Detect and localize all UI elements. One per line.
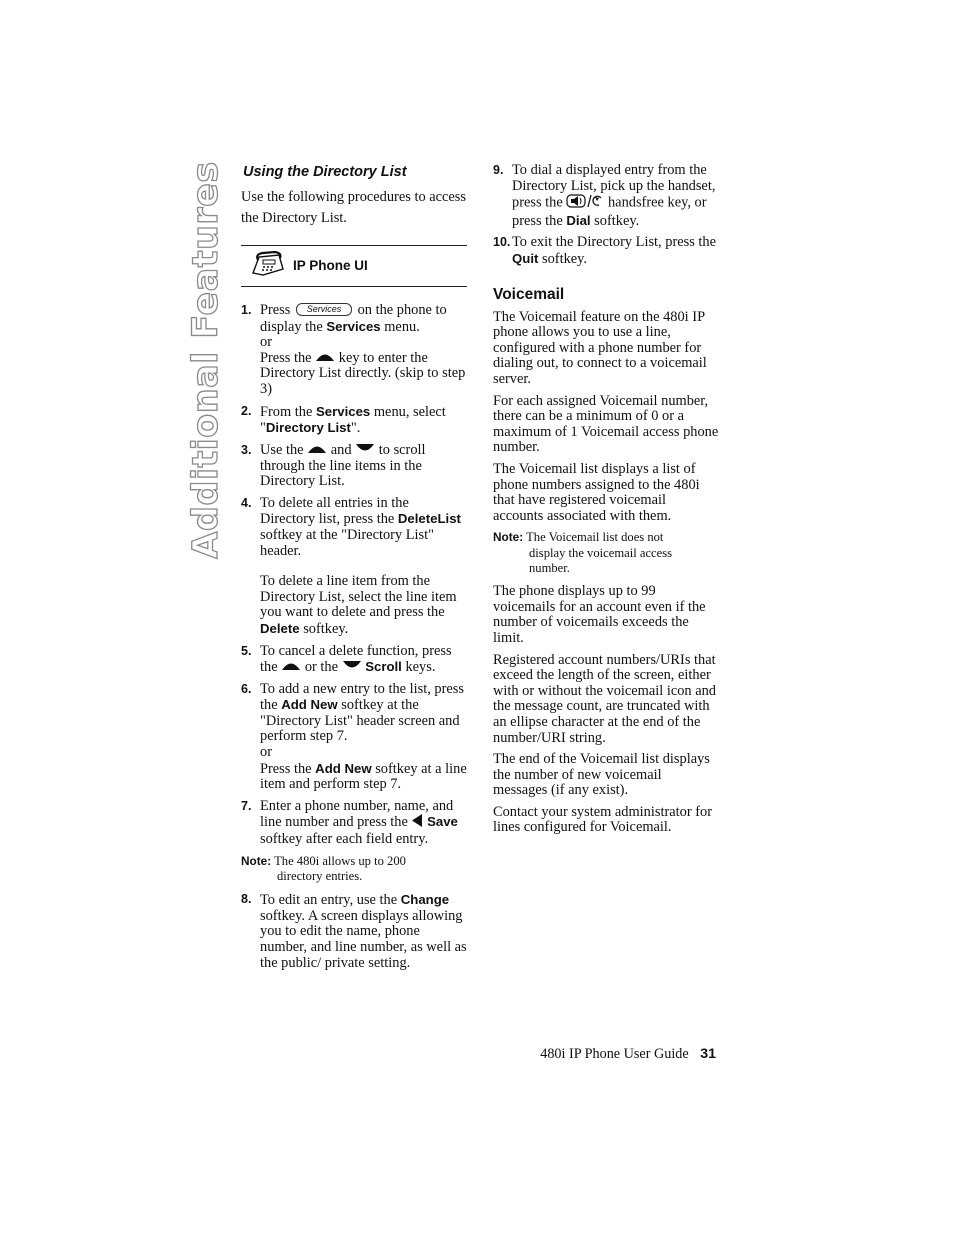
step-2 xyxy=(241,404,467,437)
step-text: to scroll through the line items in the Directory List. xyxy=(260,441,426,490)
directory-steps-cont xyxy=(241,892,467,971)
step-text: Enter a phone number, name, and line number and press the xyxy=(260,797,454,831)
step-9 xyxy=(493,163,719,229)
note-directory-limit xyxy=(241,854,467,885)
note-label: Note: xyxy=(241,853,272,868)
softkey-label: Change xyxy=(400,892,450,908)
step-text: keys. xyxy=(405,659,436,676)
step-6 xyxy=(241,682,467,793)
step-5 xyxy=(241,644,467,676)
softkey-label: Services xyxy=(315,403,371,419)
step-text: softkey. A screen displays allowing you to edit the name, phone number, and line number, as well as the public/ private setting. xyxy=(260,907,467,971)
softkey-label: Delete xyxy=(260,620,300,636)
page-footer xyxy=(420,1046,716,1063)
softkey-label: DeleteList xyxy=(397,511,461,527)
step-text: menu, select " xyxy=(260,403,446,437)
step-text: To edit an entry, use the xyxy=(260,892,398,909)
note-text: display the voicemail access xyxy=(529,545,673,560)
note-text: directory entries. xyxy=(277,868,363,883)
guide-title: 480i IP Phone User Guide xyxy=(540,1046,689,1062)
step-text: To delete a line item from the Directory List, select the line item you want to delete and press the xyxy=(260,573,457,621)
note-voicemail-access xyxy=(493,530,719,576)
step-8 xyxy=(241,892,467,971)
step-text: To add a new entry to the list, press the xyxy=(260,680,465,714)
intro-paragraph: Use the following procedures to access the Directory List. xyxy=(241,189,466,226)
step-10 xyxy=(493,235,719,267)
left-column xyxy=(241,163,467,977)
step-text: and xyxy=(330,441,352,458)
step-text: or xyxy=(260,334,272,351)
down-arrow-key-icon xyxy=(355,443,375,459)
softkey-label: Add New xyxy=(315,760,372,776)
page-number: 31 xyxy=(700,1046,716,1062)
step-text: softkey. xyxy=(594,212,640,229)
step-1 xyxy=(241,303,467,398)
step-text: softkey. xyxy=(541,250,588,267)
services-key-icon: Services xyxy=(296,303,352,316)
softkey-label: Dial xyxy=(566,212,591,228)
note-text: The Voicemail list does not xyxy=(526,530,664,545)
softkey-label: Scroll xyxy=(365,659,402,675)
directory-steps xyxy=(241,303,467,848)
softkey-label: Save xyxy=(427,814,458,830)
voicemail-paragraph: Contact your system administrator for lines configured for Voicemail. xyxy=(493,803,713,836)
step-number: 8. xyxy=(241,892,252,907)
ip-phone-ui-banner xyxy=(241,245,467,287)
voicemail-paragraph: The end of the Voicemail list displays the number of new voicemail messages (if any exist). xyxy=(493,751,710,799)
step-text: To delete all entries in the Directory list, press the xyxy=(260,494,409,528)
section-heading-directory: Using the Directory List xyxy=(243,164,407,180)
step-text: softkey. xyxy=(303,620,349,637)
step-text: From the xyxy=(260,403,313,420)
step-number: 9. xyxy=(493,163,504,177)
softkey-label: Services xyxy=(326,318,381,334)
step-text: handsfree key, or press the xyxy=(512,194,707,229)
handsfree-key-icon xyxy=(566,194,604,213)
step-number: 3. xyxy=(241,442,252,457)
voicemail-paragraph: The Voicemail list displays a list of phone numbers assigned to the 480i that have registered voicemail accounts associated with them. xyxy=(493,460,700,524)
menu-item-label: Directory List xyxy=(265,420,351,436)
step-text: softkey at the "Directory List" header. xyxy=(260,526,434,559)
directory-steps-right xyxy=(493,163,719,268)
voicemail-paragraph: Registered account numbers/URIs that exceed the length of the screen, either with or without the voicemail icon and the message count, are truncated with an ellipse character at the end of the number/URI string. xyxy=(493,651,717,746)
up-arrow-key-icon xyxy=(307,443,327,459)
note-text: The 480i allows up to 200 xyxy=(274,853,406,868)
section-heading-voicemail: Voicemail xyxy=(493,285,565,303)
phone-icon xyxy=(249,251,285,282)
step-text: ". xyxy=(350,420,361,437)
step-number: 6. xyxy=(241,681,252,696)
step-text: To cancel a delete function, press the xyxy=(260,642,452,676)
up-arrow-key-icon xyxy=(315,351,335,367)
up-arrow-key-icon xyxy=(281,660,301,676)
softkey-label: Add New xyxy=(281,697,338,713)
left-softkey-arrow-icon xyxy=(411,814,423,832)
voicemail-paragraph: The Voicemail feature on the 480i IP phone allows you to use a line, configured with a phone number for dialing out, to connect to a voicemail server. xyxy=(493,308,707,387)
step-text: menu. xyxy=(384,318,420,335)
step-text: on the phone to display the xyxy=(260,302,447,335)
step-text: Press the xyxy=(260,349,312,366)
step-number: 10. xyxy=(493,235,511,250)
step-number: 1. xyxy=(241,303,252,317)
step-text: or the xyxy=(304,659,338,676)
step-3 xyxy=(241,443,467,490)
step-text: To dial a displayed entry from the Directory List, pick up the handset, press the xyxy=(512,162,716,211)
step-text: Use the xyxy=(260,441,304,458)
step-text: To exit the Directory List, press the xyxy=(512,234,717,251)
step-text: or xyxy=(260,744,272,761)
section-side-tab: Additional Features xyxy=(186,161,226,559)
down-arrow-key-icon xyxy=(342,660,362,676)
step-number: 5. xyxy=(241,643,252,658)
ip-phone-ui-label: IP Phone UI xyxy=(293,258,368,274)
note-label: Note: xyxy=(493,530,524,545)
note-text: number. xyxy=(529,560,570,575)
voicemail-paragraph: For each assigned Voicemail number, there can be a minimum of 0 or a maximum of 1 Voicemail access phone number. xyxy=(493,392,719,456)
step-number: 7. xyxy=(241,798,252,813)
step-text: softkey at a line item and perform step 7. xyxy=(260,760,467,793)
step-text: Press xyxy=(260,302,291,318)
step-7 xyxy=(241,799,467,848)
step-text: softkey at the "Directory List" header screen and perform step 7. xyxy=(260,697,460,745)
step-text: Press the xyxy=(260,760,312,777)
step-number: 2. xyxy=(241,403,252,418)
softkey-label: Quit xyxy=(512,250,539,266)
right-column xyxy=(493,163,719,842)
step-text: key to enter the Directory List directly. (skip to step 3) xyxy=(260,349,466,398)
voicemail-paragraph: The phone displays up to 99 voicemails for an account even if the number of voicemails exceeds the limit. xyxy=(493,583,706,646)
step-text: softkey after each field entry. xyxy=(260,831,429,848)
step-4 xyxy=(241,496,467,638)
step-number: 4. xyxy=(241,495,252,510)
